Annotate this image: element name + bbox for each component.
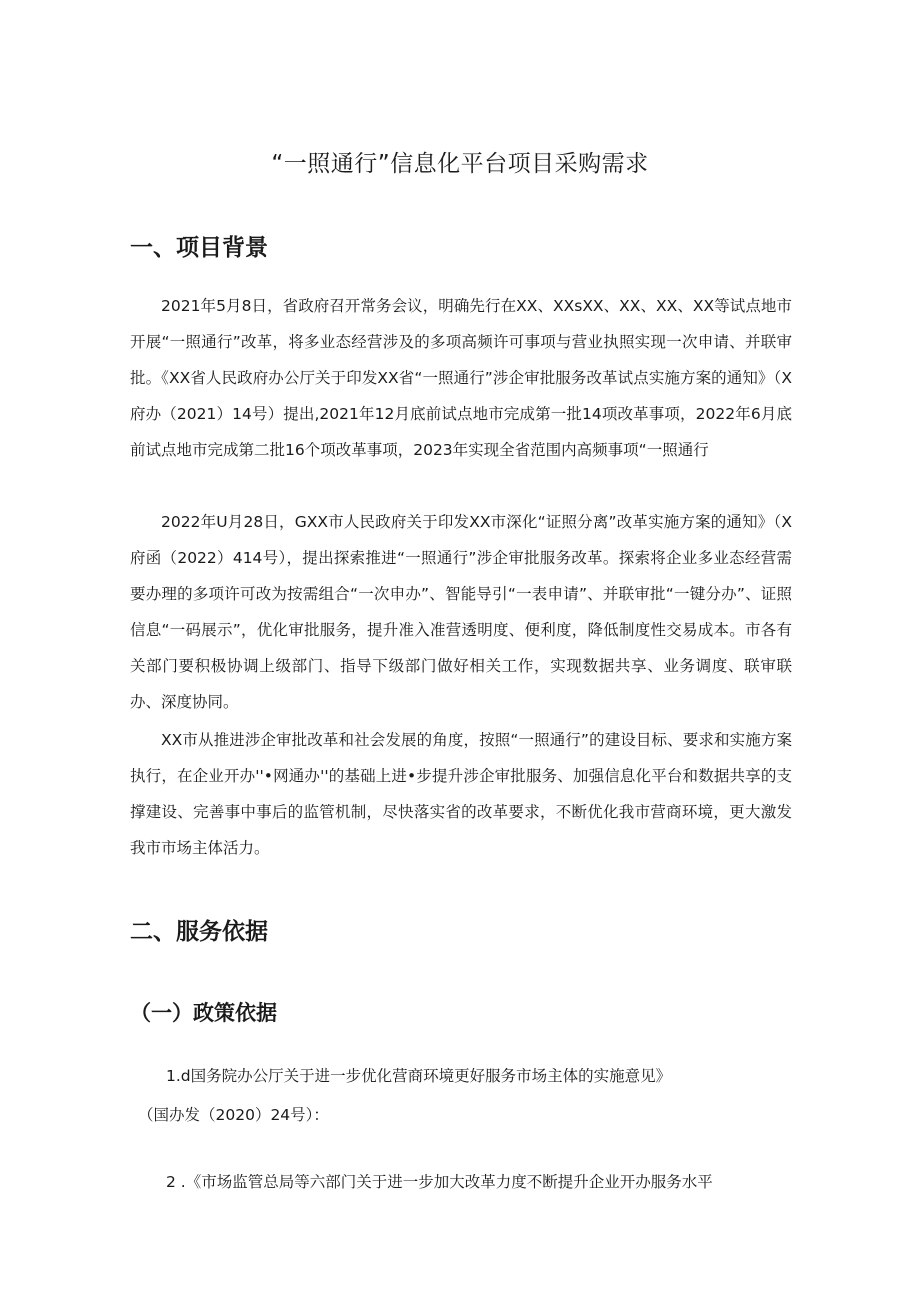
paragraph-background-2: 2022年U月28日，GXX市人民政府关于印发XX市深化“证照分离”改革实施方案的通知》（X府函（2022）414号），提出探索推进“一照通行”涉企审批服务改革。探索将企业多业态经营需要办理的多项许可改为按需组合“一次申办”、智能导引“一表申请”、并联审批“一键分办”、证照信息“一码展示”，优化审批服务，提升准入准营透明度、便利度，降低制度性交易成本。市各有关部门要积极协调上级部门、指导下级部门做好相关工作，实现数据共享、业务调度、联审联办、深度协同。 [130, 513, 792, 711]
paragraph-background-3: XX市从推进涉企审批改革和社会发展的角度，按照“一照通行”的建设目标、要求和实施方案执行，在企业开办''•网通办''的基础上进•步提升涉企审批服务、加强信息化平台和数据共享的支撑建设、完善事中事后的监管机制，尽快落实省的改革要求，不断优化我市营商环境，更大激发我市市场主体活力。 [130, 731, 792, 857]
subsection-heading-policy-basis: （一）政策依据 [130, 1001, 277, 1025]
section-heading-service-basis: 二、服务依据 [130, 919, 268, 945]
policy-item-2-line-1: 2 .《市场监管总局等六部门关于进一步加大改革力度不断提升企业开办服务水平 [166, 1173, 713, 1191]
section-heading-background: 一、项目背景 [130, 235, 268, 261]
document-title: “一照通行”信息化平台项目采购需求 [271, 151, 649, 177]
policy-item-1-line-2: （国办发（2020）24号）： [138, 1106, 329, 1124]
paragraph-background-1: 2021年5月8日，省政府召开常务会议，明确先行在XX、XXsXX、XX、XX、XX等试点地市开展“一照通行”改革，将多业态经营涉及的多项高频许可事项与营业执照实现一次申请、并联审批。《XX省人民政府办公厅关于印发XX省“一照通行”涉企审批服务改革试点实施方案的通知》（X府办（2021）14号）提出,2021年12月底前试点地市完成第一批14项改革事项，2022年6月底前试点地市完成第二批16个项改革事项，2023年实现全省范围内高频事项“一照通行 [130, 297, 792, 459]
policy-item-1-line-1: 1.d国务院办公厅关于进一步优化营商环境更好服务市场主体的实施意见》 [166, 1067, 672, 1085]
